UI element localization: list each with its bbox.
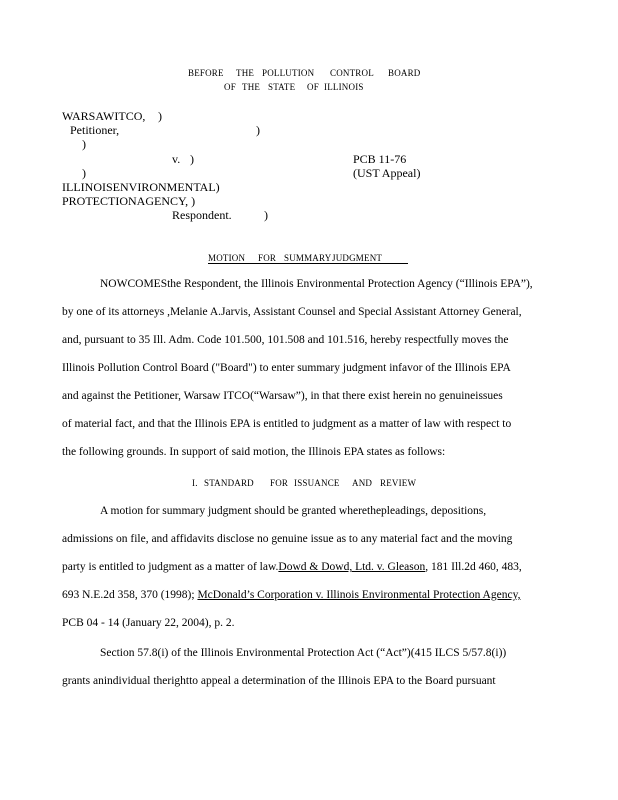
paragraph-line: of material fact, and that the Illinois EPA is entitled to judgment as a matter of law with respect to xyxy=(62,418,512,430)
heading-word: ISSUANCE xyxy=(294,478,340,488)
title-word: MOTION xyxy=(208,253,246,263)
paragraph-line: Illinois Pollution Control Board ("Board") to enter summary judgment infavor of the Illinois EPA xyxy=(62,362,511,374)
caption-paren: ) xyxy=(82,166,86,180)
header-word: OF xyxy=(224,82,236,92)
paragraph-line: and, pursuant to 35 Ill. Adm. Code 101.500, 101.508 and 101.516, hereby respectfully moves the xyxy=(62,334,509,346)
title-word: SUMMARY xyxy=(284,253,332,263)
heading-word: I. xyxy=(192,478,198,488)
text-run: party is entitled to judgment as a matter of law. xyxy=(62,561,279,573)
title-underline xyxy=(208,263,408,264)
paragraph-line: grants anindividual therightto appeal a determination of the Illinois EPA to the Board pursuant xyxy=(62,675,496,687)
case-citation: McDonald’s Corporation v. Illinois Environmental Protection Agency, xyxy=(197,589,521,601)
text-run: 693 N.E.2d 358, 370 (1998); xyxy=(62,589,198,601)
respondent-role: Respondent. xyxy=(172,208,232,222)
paragraph-line: by one of its attorneys ,Melanie A.Jarvis, Assistant Counsel and Special Assistant Attorney General, xyxy=(62,306,522,318)
heading-word: STANDARD xyxy=(204,478,254,488)
header-word: THE xyxy=(242,82,261,92)
petitioner-name: WARSAWITCO, xyxy=(62,109,146,123)
title-word: FOR xyxy=(258,253,277,263)
header-word: THE xyxy=(236,68,255,78)
case-type: (UST Appeal) xyxy=(353,166,421,180)
header-word: POLLUTION xyxy=(262,68,315,78)
paragraph-line: A motion for summary judgment should be granted wherethepleadings, depositions, xyxy=(100,505,487,517)
petitioner-role: Petitioner, xyxy=(70,123,120,137)
case-citation: Dowd & Dowd, Ltd. v. Gleason xyxy=(278,561,426,573)
paragraph-line: and against the Petitioner, Warsaw ITCO(“Warsaw”), in that there exist herein no genuineissues xyxy=(62,390,503,402)
header-word: BEFORE xyxy=(188,68,224,78)
caption-paren: ) xyxy=(256,123,260,137)
paragraph-line: admissions on file, and affidavits disclose no genuine issue as to any material fact and the moving xyxy=(62,533,513,545)
paragraph-line: NOWCOMESthe Respondent, the Illinois Environmental Protection Agency (“Illinois EPA”), xyxy=(100,278,533,290)
header-word: OF xyxy=(307,82,319,92)
header-word: BOARD xyxy=(388,68,421,78)
header-word: STATE xyxy=(268,82,296,92)
heading-word: FOR xyxy=(270,478,289,488)
heading-word: AND xyxy=(352,478,373,488)
respondent-name-line-1: ILLINOISENVIRONMENTAL) xyxy=(62,180,220,194)
text-run: , 181 Ill.2d 460, 483, xyxy=(425,561,522,573)
paragraph-line: the following grounds. In support of said motion, the Illinois EPA states as follows: xyxy=(62,446,446,458)
paragraph-line: Section 57.8(i) of the Illinois Environmental Protection Act (“Act”)(415 ILCS 5/57.8(i)) xyxy=(100,647,507,659)
header-word: ILLINOIS xyxy=(324,82,364,92)
heading-word: REVIEW xyxy=(380,478,417,488)
caption-paren: ) xyxy=(190,152,194,166)
caption-paren: ) xyxy=(158,109,162,123)
case-number: PCB 11-76 xyxy=(353,152,407,166)
caption-paren: ) xyxy=(264,208,268,222)
paragraph-line xyxy=(62,561,522,573)
caption-paren: ) xyxy=(82,137,86,151)
paragraph-line xyxy=(62,589,520,601)
title-word: JUDGMENT xyxy=(332,253,383,263)
header-word: CONTROL xyxy=(330,68,374,78)
respondent-name-line-2: PROTECTIONAGENCY, ) xyxy=(62,194,196,208)
versus: v. xyxy=(172,152,181,166)
paragraph-line: PCB 04 - 14 (January 22, 2004), p. 2. xyxy=(62,617,235,629)
